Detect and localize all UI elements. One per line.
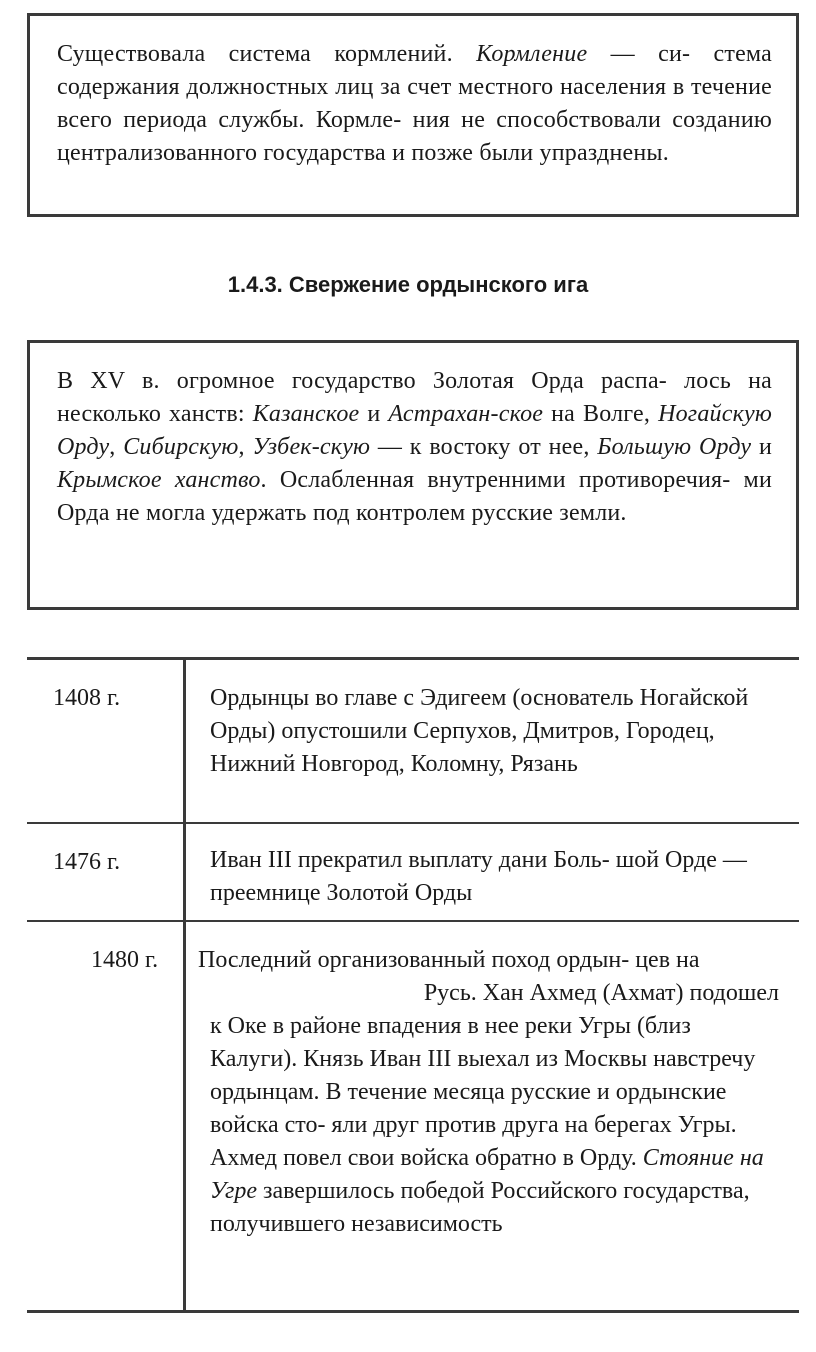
feeding-term: Кормление xyxy=(476,41,588,67)
event-year: 1480 г. xyxy=(91,947,159,973)
event-cell xyxy=(185,659,800,824)
feeding-text-part1: Существовала система кормлений. xyxy=(57,41,477,67)
text-run: на Волге, xyxy=(543,401,659,427)
event-line: Русь. Хан Ахмед (Ахмат) подошел xyxy=(423,980,779,1006)
feeding-system-note xyxy=(27,13,799,217)
text-run: и xyxy=(359,401,389,427)
text-run: . Ослабленная внутренними противоречия- ми Орда не могла удержать под контролем русские земли. xyxy=(57,467,772,526)
khanate-siberian: Сибирскую xyxy=(123,434,239,460)
event-cell xyxy=(185,823,800,921)
event-year: 1408 г. xyxy=(53,685,121,711)
text-run: к Оке в районе впадения в нее реки Угры (близ Калуги). Князь Иван III выехал из Москвы навстречу ордынцам. В течение месяца русские и ордынские войска сто- яли друг против друга на берегах Угры. Ахмед повел свои войска обратно в Орду. xyxy=(210,1013,756,1171)
event-text xyxy=(186,922,799,1310)
text-run: завершилось победой Российского государства, получившего независимость xyxy=(210,1178,750,1237)
table-row xyxy=(27,921,799,1312)
khanate-uzbek: Узбек-скую xyxy=(252,434,371,460)
text-run: В XV в. огромное государство Золотая Орда распа- лось на несколько ханств: xyxy=(57,368,772,427)
event-cell xyxy=(185,921,800,1312)
ugra-standoff-term: Стояние на Угре xyxy=(210,1145,764,1204)
year-cell xyxy=(27,823,185,921)
text-run: — к востоку от нее, xyxy=(370,434,598,460)
great-horde: Большую Орду xyxy=(597,434,752,460)
events-table xyxy=(27,657,799,1313)
event-line: Последний организованный поход ордын- цев на xyxy=(198,947,700,973)
event-paragraph xyxy=(198,1010,779,1241)
year-cell xyxy=(27,921,185,1312)
khanate-crimean: Крымское ханство xyxy=(57,467,261,493)
event-year: 1476 г. xyxy=(53,849,121,875)
text-run: , xyxy=(109,434,124,460)
text-run: и xyxy=(751,434,773,460)
text-run: , xyxy=(238,434,253,460)
feeding-system-text xyxy=(57,38,772,170)
event-text: Иван III прекратил выплату дани Боль- шой Орде — преемнице Золотой Орды xyxy=(210,847,747,906)
feeding-text-part2: — си- стема содержания должностных лиц за счет местного населения в течение всего периода службы. Кормле- ния не способствовали созданию централизованного государства и позже были упразднены. xyxy=(57,41,773,166)
event-text: Ордынцы во главе с Эдигеем (основатель Ногайской Орды) опустошили Серпухов, Дмитров, Городец, Нижний Новгород, Коломну, Рязань xyxy=(210,685,749,777)
khanate-nogai: Ногайскую Орду xyxy=(57,401,773,460)
table-row xyxy=(27,823,799,921)
khanate-astrakhan: Астрахан-ское xyxy=(388,401,544,427)
horde-collapse-text xyxy=(57,365,772,530)
khanate-kazan: Казанское xyxy=(252,401,360,427)
section-heading: 1.4.3. Свержение ордынского ига xyxy=(227,272,589,297)
year-cell xyxy=(27,659,185,824)
table-row xyxy=(27,659,799,824)
horde-collapse-note xyxy=(27,340,799,610)
